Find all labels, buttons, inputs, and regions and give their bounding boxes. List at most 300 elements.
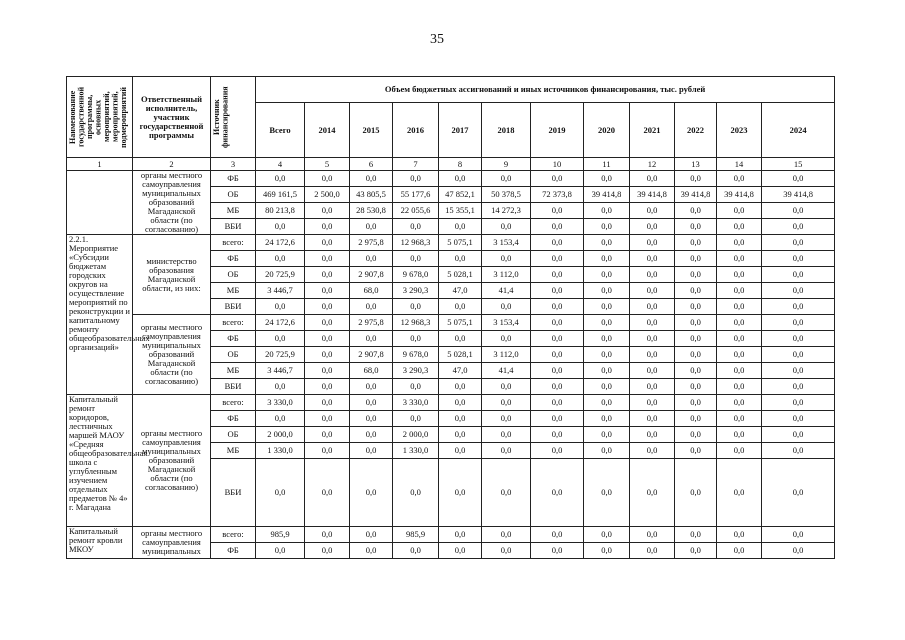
amount-cell: 0,0 (762, 203, 835, 219)
table-row (67, 527, 835, 543)
funding-source: ФБ (211, 251, 256, 267)
amount-cell: 0,0 (717, 411, 762, 427)
header-volume: Объем бюджетных ассигнований и иных источников финансирования, тыс. рублей (256, 77, 835, 103)
amount-cell: 50 378,5 (482, 187, 531, 203)
amount-cell: 0,0 (630, 427, 675, 443)
amount-cell: 0,0 (482, 251, 531, 267)
amount-cell: 0,0 (630, 411, 675, 427)
header-year: 2015 (350, 103, 393, 158)
amount-cell: 0,0 (630, 219, 675, 235)
amount-cell: 0,0 (482, 459, 531, 527)
header-year: 2021 (630, 103, 675, 158)
amount-cell: 3 112,0 (482, 347, 531, 363)
amount-cell: 3 153,4 (482, 315, 531, 331)
amount-cell: 41,4 (482, 283, 531, 299)
amount-cell: 0,0 (630, 203, 675, 219)
column-index: 2 (133, 158, 211, 171)
amount-cell: 0,0 (350, 411, 393, 427)
amount-cell: 0,0 (305, 299, 350, 315)
amount-cell: 0,0 (439, 527, 482, 543)
amount-cell: 39 414,8 (630, 187, 675, 203)
amount-cell: 0,0 (762, 315, 835, 331)
amount-cell: 0,0 (675, 267, 717, 283)
amount-cell: 0,0 (762, 527, 835, 543)
amount-cell: 0,0 (482, 171, 531, 187)
amount-cell: 0,0 (531, 459, 584, 527)
header-year: Всего (256, 103, 305, 158)
amount-cell: 0,0 (762, 543, 835, 559)
funding-source: МБ (211, 363, 256, 379)
amount-cell: 0,0 (393, 299, 439, 315)
measure-name: 2.2.1. Мероприятие «Субсидии бюджетам городских округов на осуществление мероприятий по реконструкции и капитальному ремонту общеобразовательных организаций» (67, 235, 133, 395)
amount-cell: 0,0 (717, 283, 762, 299)
amount-cell: 0,0 (256, 251, 305, 267)
header-year: 2016 (393, 103, 439, 158)
amount-cell: 12 968,3 (393, 315, 439, 331)
amount-cell: 0,0 (439, 299, 482, 315)
amount-cell: 0,0 (717, 527, 762, 543)
amount-cell: 39 414,8 (675, 187, 717, 203)
amount-cell: 0,0 (305, 235, 350, 251)
amount-cell: 0,0 (305, 315, 350, 331)
amount-cell: 0,0 (584, 331, 630, 347)
column-index: 15 (762, 158, 835, 171)
amount-cell: 2 975,8 (350, 235, 393, 251)
executor: органы местного самоуправления муниципальных образований Магаданской области (по согласованию) (133, 395, 211, 527)
header-executor: Ответственный исполнитель, участник государственной программы (133, 77, 211, 158)
amount-cell: 5 028,1 (439, 267, 482, 283)
amount-cell: 0,0 (675, 171, 717, 187)
amount-cell: 0,0 (531, 171, 584, 187)
funding-source: всего: (211, 315, 256, 331)
header-year: 2017 (439, 103, 482, 158)
executor: министерство образования Магаданской области, из них: (133, 235, 211, 315)
amount-cell: 43 805,5 (350, 187, 393, 203)
amount-cell: 0,0 (630, 379, 675, 395)
amount-cell: 0,0 (762, 251, 835, 267)
amount-cell: 0,0 (531, 411, 584, 427)
amount-cell: 0,0 (531, 251, 584, 267)
amount-cell: 0,0 (531, 427, 584, 443)
amount-cell: 0,0 (584, 347, 630, 363)
amount-cell: 0,0 (256, 411, 305, 427)
amount-cell: 47 852,1 (439, 187, 482, 203)
amount-cell: 39 414,8 (762, 187, 835, 203)
amount-cell: 2 000,0 (393, 427, 439, 443)
amount-cell: 0,0 (584, 443, 630, 459)
amount-cell: 80 213,8 (256, 203, 305, 219)
measure-name (67, 171, 133, 235)
amount-cell: 0,0 (482, 299, 531, 315)
amount-cell: 0,0 (531, 267, 584, 283)
amount-cell: 0,0 (350, 459, 393, 527)
funding-source: ФБ (211, 171, 256, 187)
amount-cell: 0,0 (630, 395, 675, 411)
amount-cell: 0,0 (482, 395, 531, 411)
amount-cell: 0,0 (393, 459, 439, 527)
amount-cell: 985,9 (393, 527, 439, 543)
column-index: 13 (675, 158, 717, 171)
funding-source: всего: (211, 235, 256, 251)
amount-cell: 0,0 (439, 171, 482, 187)
amount-cell: 0,0 (584, 171, 630, 187)
amount-cell: 0,0 (531, 315, 584, 331)
column-index: 10 (531, 158, 584, 171)
amount-cell: 0,0 (439, 427, 482, 443)
amount-cell: 0,0 (350, 427, 393, 443)
amount-cell: 47,0 (439, 283, 482, 299)
amount-cell: 0,0 (630, 443, 675, 459)
amount-cell: 39 414,8 (584, 187, 630, 203)
amount-cell: 2 907,8 (350, 347, 393, 363)
amount-cell: 0,0 (439, 543, 482, 559)
amount-cell: 0,0 (305, 283, 350, 299)
amount-cell: 0,0 (675, 283, 717, 299)
header-year: 2019 (531, 103, 584, 158)
amount-cell: 0,0 (584, 315, 630, 331)
amount-cell: 0,0 (675, 315, 717, 331)
amount-cell: 0,0 (439, 443, 482, 459)
amount-cell: 0,0 (531, 527, 584, 543)
amount-cell: 0,0 (675, 347, 717, 363)
amount-cell: 3 446,7 (256, 283, 305, 299)
amount-cell: 0,0 (675, 427, 717, 443)
header-source-cell (211, 77, 256, 158)
amount-cell: 0,0 (762, 267, 835, 283)
header-year: 2022 (675, 103, 717, 158)
amount-cell: 0,0 (630, 331, 675, 347)
amount-cell: 0,0 (630, 171, 675, 187)
amount-cell: 0,0 (305, 251, 350, 267)
amount-cell: 3 112,0 (482, 267, 531, 283)
amount-cell: 0,0 (717, 395, 762, 411)
measure-name: Капитальный ремонт кровли МКОУ (67, 527, 133, 559)
amount-cell: 3 446,7 (256, 363, 305, 379)
column-index: 1 (67, 158, 133, 171)
amount-cell: 20 725,9 (256, 347, 305, 363)
measure-name: Капитальный ремонт коридоров, лестничных маршей МАОУ «Средняя общеобразовательная школа с углубленным изучением отдельных предметов № 4» г. Магадана (67, 395, 133, 527)
amount-cell: 14 272,3 (482, 203, 531, 219)
amount-cell: 0,0 (717, 427, 762, 443)
header-name-cell (67, 77, 133, 158)
amount-cell: 0,0 (531, 299, 584, 315)
header-year: 2024 (762, 103, 835, 158)
funding-source: ФБ (211, 331, 256, 347)
table-row (67, 315, 835, 331)
amount-cell: 0,0 (630, 235, 675, 251)
amount-cell: 985,9 (256, 527, 305, 543)
table-row (67, 235, 835, 251)
column-index: 11 (584, 158, 630, 171)
amount-cell: 0,0 (630, 251, 675, 267)
amount-cell: 0,0 (305, 347, 350, 363)
amount-cell: 0,0 (717, 315, 762, 331)
amount-cell: 0,0 (531, 379, 584, 395)
amount-cell: 24 172,6 (256, 235, 305, 251)
amount-cell: 0,0 (350, 251, 393, 267)
amount-cell: 3 330,0 (393, 395, 439, 411)
column-index: 6 (350, 158, 393, 171)
amount-cell: 0,0 (762, 283, 835, 299)
amount-cell: 0,0 (305, 427, 350, 443)
amount-cell: 5 075,1 (439, 315, 482, 331)
amount-cell: 0,0 (531, 331, 584, 347)
amount-cell: 0,0 (256, 331, 305, 347)
amount-cell: 0,0 (305, 411, 350, 427)
amount-cell: 0,0 (350, 543, 393, 559)
amount-cell: 0,0 (350, 395, 393, 411)
amount-cell: 0,0 (675, 299, 717, 315)
amount-cell: 0,0 (584, 203, 630, 219)
amount-cell: 0,0 (393, 171, 439, 187)
amount-cell: 0,0 (675, 363, 717, 379)
amount-cell: 0,0 (675, 527, 717, 543)
amount-cell: 0,0 (531, 347, 584, 363)
amount-cell: 0,0 (350, 171, 393, 187)
amount-cell: 0,0 (630, 283, 675, 299)
amount-cell: 0,0 (305, 219, 350, 235)
amount-cell: 0,0 (762, 459, 835, 527)
amount-cell: 0,0 (482, 527, 531, 543)
column-index: 9 (482, 158, 531, 171)
amount-cell: 0,0 (256, 171, 305, 187)
amount-cell: 0,0 (305, 363, 350, 379)
executor: органы местного самоуправления муниципальных образований Магаданской области (по согласованию) (133, 315, 211, 395)
amount-cell: 0,0 (630, 527, 675, 543)
amount-cell: 0,0 (393, 251, 439, 267)
amount-cell: 0,0 (584, 543, 630, 559)
funding-source: ВБИ (211, 299, 256, 315)
amount-cell: 0,0 (584, 427, 630, 443)
amount-cell: 0,0 (393, 331, 439, 347)
amount-cell: 3 290,3 (393, 363, 439, 379)
amount-cell: 9 678,0 (393, 267, 439, 283)
amount-cell: 0,0 (762, 363, 835, 379)
amount-cell: 0,0 (762, 235, 835, 251)
executor: органы местного самоуправления муниципальных образований Магаданской области (по согласованию) (133, 171, 211, 235)
amount-cell: 0,0 (762, 379, 835, 395)
amount-cell: 0,0 (630, 267, 675, 283)
amount-cell: 0,0 (482, 411, 531, 427)
amount-cell: 47,0 (439, 363, 482, 379)
amount-cell: 0,0 (675, 235, 717, 251)
amount-cell: 0,0 (305, 543, 350, 559)
funding-source: МБ (211, 283, 256, 299)
amount-cell: 0,0 (717, 379, 762, 395)
amount-cell: 28 530,8 (350, 203, 393, 219)
funding-source: МБ (211, 203, 256, 219)
funding-source: ОБ (211, 187, 256, 203)
amount-cell: 0,0 (717, 235, 762, 251)
amount-cell: 0,0 (256, 219, 305, 235)
amount-cell: 0,0 (439, 331, 482, 347)
page-number: 35 (430, 32, 444, 47)
amount-cell: 0,0 (584, 299, 630, 315)
amount-cell: 0,0 (305, 171, 350, 187)
table-row (67, 171, 835, 187)
amount-cell: 3 290,3 (393, 283, 439, 299)
amount-cell: 3 330,0 (256, 395, 305, 411)
funding-source: МБ (211, 443, 256, 459)
amount-cell: 0,0 (762, 299, 835, 315)
funding-source: всего: (211, 395, 256, 411)
amount-cell: 0,0 (675, 219, 717, 235)
amount-cell: 0,0 (675, 251, 717, 267)
amount-cell: 0,0 (584, 395, 630, 411)
amount-cell: 0,0 (717, 251, 762, 267)
amount-cell: 15 355,1 (439, 203, 482, 219)
header-name: Наименование государственной программы, основных мероприятий, мероприятий, подмероприятий (68, 86, 128, 148)
amount-cell: 0,0 (584, 235, 630, 251)
amount-cell: 2 975,8 (350, 315, 393, 331)
funding-source: ВБИ (211, 379, 256, 395)
amount-cell: 0,0 (584, 379, 630, 395)
amount-cell: 0,0 (762, 171, 835, 187)
funding-source: ВБИ (211, 459, 256, 527)
funding-source: ФБ (211, 543, 256, 559)
amount-cell: 0,0 (717, 443, 762, 459)
amount-cell: 0,0 (531, 543, 584, 559)
amount-cell: 0,0 (531, 219, 584, 235)
amount-cell: 0,0 (630, 347, 675, 363)
column-index: 7 (393, 158, 439, 171)
header-year: 2018 (482, 103, 531, 158)
amount-cell: 2 500,0 (305, 187, 350, 203)
amount-cell: 0,0 (350, 379, 393, 395)
amount-cell: 0,0 (305, 443, 350, 459)
column-index: 14 (717, 158, 762, 171)
amount-cell: 0,0 (762, 331, 835, 347)
amount-cell: 0,0 (584, 251, 630, 267)
amount-cell: 0,0 (305, 267, 350, 283)
amount-cell: 22 055,6 (393, 203, 439, 219)
amount-cell: 0,0 (717, 347, 762, 363)
amount-cell: 0,0 (630, 363, 675, 379)
amount-cell: 0,0 (584, 459, 630, 527)
amount-cell: 0,0 (439, 219, 482, 235)
amount-cell: 0,0 (584, 283, 630, 299)
amount-cell: 0,0 (675, 543, 717, 559)
amount-cell: 0,0 (584, 267, 630, 283)
amount-cell: 3 153,4 (482, 235, 531, 251)
header-source: Источник финансирования (212, 86, 230, 148)
amount-cell: 0,0 (717, 203, 762, 219)
amount-cell: 72 373,8 (531, 187, 584, 203)
amount-cell: 0,0 (762, 427, 835, 443)
amount-cell: 0,0 (717, 299, 762, 315)
amount-cell: 0,0 (482, 219, 531, 235)
amount-cell: 0,0 (717, 331, 762, 347)
amount-cell: 0,0 (675, 203, 717, 219)
amount-cell: 0,0 (762, 411, 835, 427)
funding-source: ОБ (211, 267, 256, 283)
amount-cell: 0,0 (482, 331, 531, 347)
amount-cell: 0,0 (482, 427, 531, 443)
amount-cell: 0,0 (531, 443, 584, 459)
amount-cell: 0,0 (439, 459, 482, 527)
header-year: 2023 (717, 103, 762, 158)
amount-cell: 0,0 (675, 443, 717, 459)
amount-cell: 0,0 (675, 459, 717, 527)
amount-cell: 0,0 (531, 395, 584, 411)
amount-cell: 2 000,0 (256, 427, 305, 443)
amount-cell: 0,0 (531, 235, 584, 251)
amount-cell: 0,0 (584, 219, 630, 235)
funding-source: ОБ (211, 347, 256, 363)
amount-cell: 0,0 (350, 443, 393, 459)
funding-source: ВБИ (211, 219, 256, 235)
amount-cell: 0,0 (305, 203, 350, 219)
amount-cell: 0,0 (675, 331, 717, 347)
amount-cell: 0,0 (717, 171, 762, 187)
amount-cell: 0,0 (305, 527, 350, 543)
amount-cell: 0,0 (393, 379, 439, 395)
amount-cell: 0,0 (305, 331, 350, 347)
amount-cell: 0,0 (717, 363, 762, 379)
amount-cell: 0,0 (439, 379, 482, 395)
amount-cell: 24 172,6 (256, 315, 305, 331)
amount-cell: 0,0 (305, 379, 350, 395)
executor: органы местного самоуправления муниципальных (133, 527, 211, 559)
amount-cell: 0,0 (584, 527, 630, 543)
funding-source: ОБ (211, 427, 256, 443)
amount-cell: 39 414,8 (717, 187, 762, 203)
amount-cell: 0,0 (305, 459, 350, 527)
amount-cell: 0,0 (439, 411, 482, 427)
amount-cell: 0,0 (584, 411, 630, 427)
amount-cell: 0,0 (439, 251, 482, 267)
amount-cell: 0,0 (439, 395, 482, 411)
funding-source: всего: (211, 527, 256, 543)
amount-cell: 0,0 (350, 527, 393, 543)
amount-cell: 0,0 (256, 299, 305, 315)
amount-cell: 0,0 (531, 283, 584, 299)
amount-cell: 0,0 (350, 331, 393, 347)
amount-cell: 0,0 (630, 315, 675, 331)
amount-cell: 0,0 (482, 443, 531, 459)
amount-cell: 0,0 (762, 443, 835, 459)
amount-cell: 0,0 (675, 395, 717, 411)
column-index: 3 (211, 158, 256, 171)
amount-cell: 0,0 (717, 459, 762, 527)
amount-cell: 0,0 (675, 411, 717, 427)
amount-cell: 68,0 (350, 283, 393, 299)
amount-cell: 0,0 (393, 219, 439, 235)
amount-cell: 20 725,9 (256, 267, 305, 283)
amount-cell: 0,0 (630, 543, 675, 559)
column-index: 5 (305, 158, 350, 171)
amount-cell: 0,0 (717, 267, 762, 283)
amount-cell: 0,0 (762, 395, 835, 411)
table-row (67, 395, 835, 411)
column-index: 12 (630, 158, 675, 171)
amount-cell: 0,0 (675, 379, 717, 395)
amount-cell: 0,0 (531, 203, 584, 219)
amount-cell: 0,0 (531, 363, 584, 379)
amount-cell: 1 330,0 (393, 443, 439, 459)
amount-cell: 0,0 (393, 411, 439, 427)
amount-cell: 0,0 (350, 299, 393, 315)
amount-cell: 0,0 (717, 219, 762, 235)
amount-cell: 0,0 (256, 543, 305, 559)
amount-cell: 5 075,1 (439, 235, 482, 251)
amount-cell: 55 177,6 (393, 187, 439, 203)
header-year: 2020 (584, 103, 630, 158)
amount-cell: 469 161,5 (256, 187, 305, 203)
amount-cell: 0,0 (256, 379, 305, 395)
amount-cell: 0,0 (630, 459, 675, 527)
funding-source: ФБ (211, 411, 256, 427)
